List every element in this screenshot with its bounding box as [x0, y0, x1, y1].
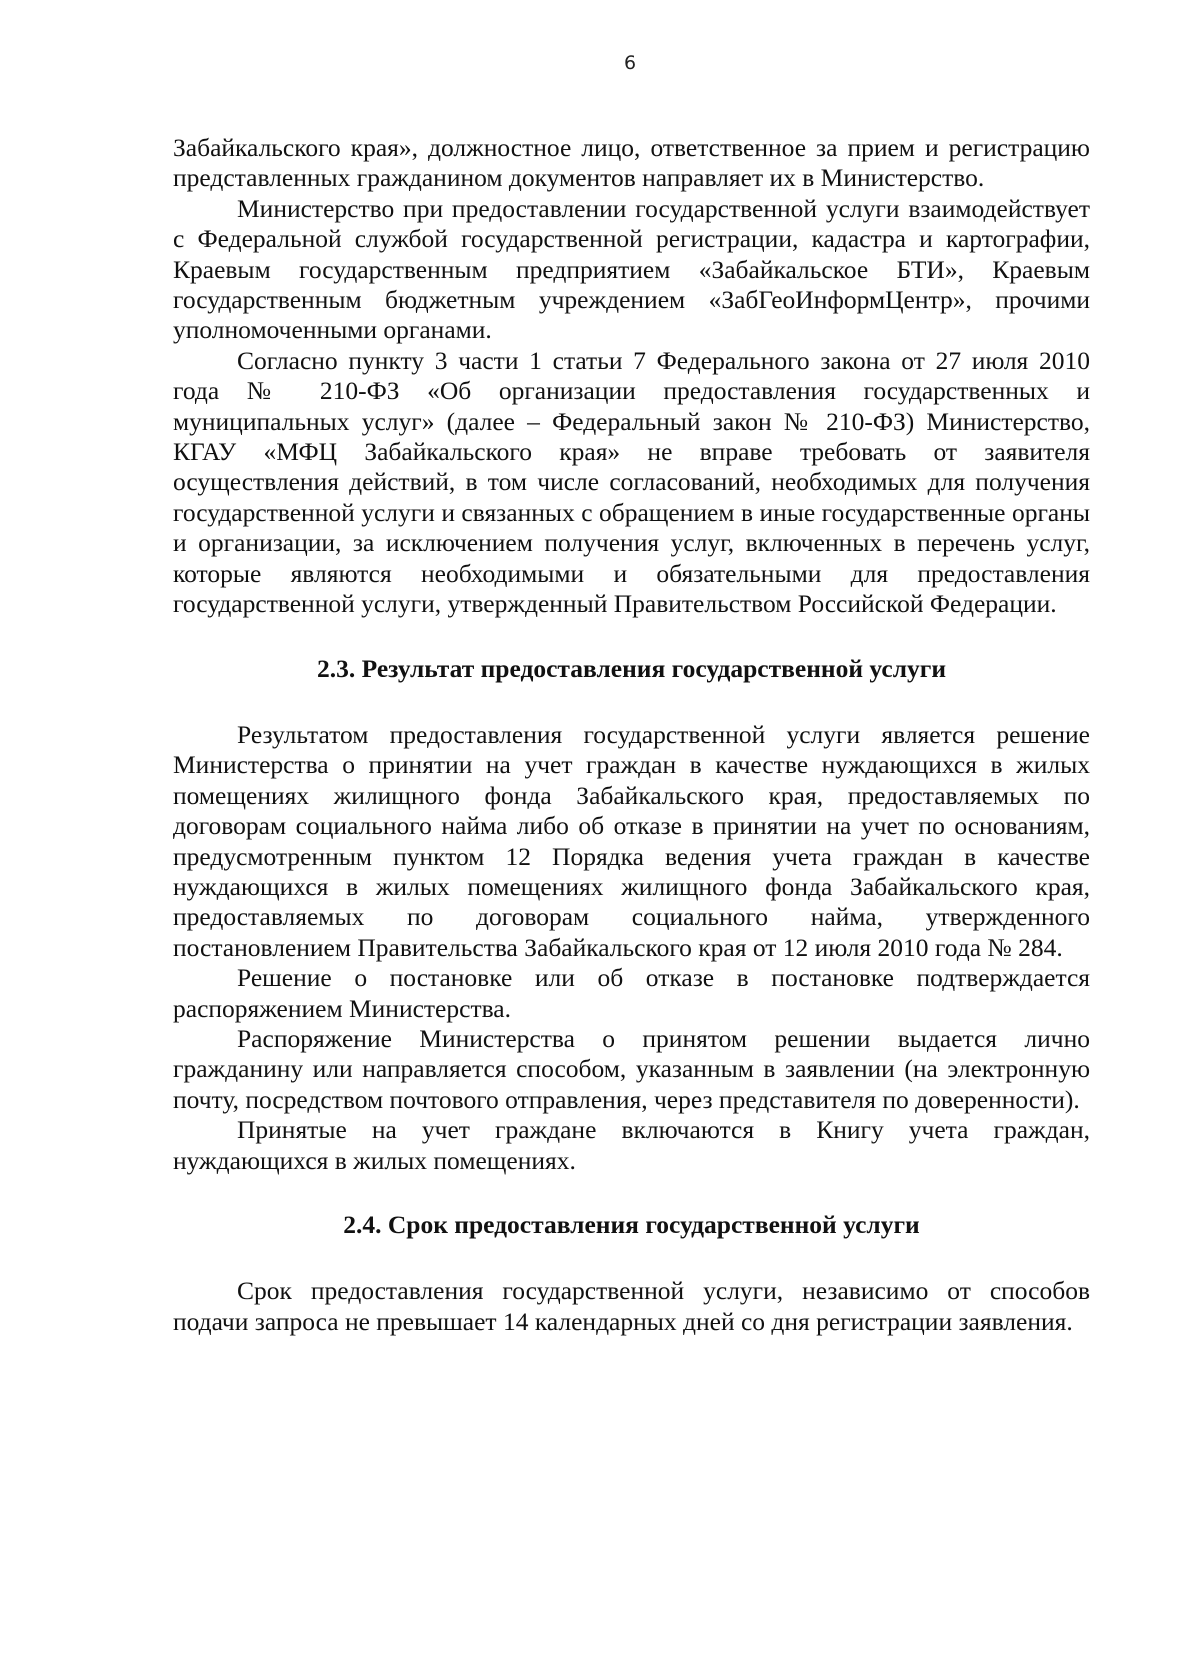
- section-heading-2-3: 2.3. Результат предоставления государственной услуги: [316, 653, 947, 683]
- paragraph-result: Результатом предоставления государственной услуги является решение Министерства о принятии на учет граждан в качестве нуждающихся в жилых помещениях жилищного фонда Забайкальского края, предоставляемых по договорам социального найма либо об отказе в принятии на учет по основаниям, предусмотренным пунктом 12 Порядка ведения учета граждан в качестве нуждающихся в жилых помещениях жилищного фонда Забайкальского края, предоставляемых по договорам социального найма, утвержденного постановлением Правительства Забайкальского края от 12 июля 2010 года № 284.: [173, 719, 1090, 962]
- spacer: [173, 684, 1090, 720]
- document-body: [173, 133, 1090, 1337]
- paragraph-term: Срок предоставления государственной услуги, независимо от способов подачи запроса не превышает 14 календарных дней со дня регистрации заявления.: [173, 1276, 1090, 1336]
- paragraph-continuation: Забайкальского края», должностное лицо, ответственное за прием и регистрацию представленных гражданином документов направляет их в Министерство.: [173, 133, 1090, 193]
- paragraph-order-delivery: Распоряжение Министерства о принятом решении выдается лично гражданину или направляется способом, указанным в заявлении (на электронную почту, посредством почтового отправления, через представителя по доверенности).: [173, 1023, 1090, 1114]
- spacer: [173, 620, 1090, 654]
- paragraph-registry-book: Принятые на учет граждане включаются в Книгу учета граждан, нуждающихся в жилых помещениях.: [173, 1115, 1090, 1175]
- paragraph-law-reference: Согласно пункту 3 части 1 статьи 7 Федерального закона от 27 июля 2010 года № 210-ФЗ «Об организации предоставления государственных и муниципальных услуг» (далее – Федеральный закон № 210-ФЗ) Министерство, КГАУ «МФЦ Забайкальского края» не вправе требовать от заявителя осуществления действий, в том числе согласований, необходимых для получения государственной услуги и связанных с обращением в иные государственные органы и организации, за исключением получения услуг, включенных в перечень услуг, которые являются необходимыми и обязательными для предоставления государственной услуги, утвержденный Правительством Российской Федерации.: [173, 345, 1090, 619]
- spacer: [173, 1176, 1090, 1210]
- section-heading-2-4: 2.4. Срок предоставления государственной услуги: [343, 1210, 920, 1239]
- paragraph-interaction: Министерство при предоставлении государственной услуги взаимодействует с Федеральной службой государственной регистрации, кадастра и картографии, Краевым государственным предприятием «Забайкальское БТИ», Краевым государственным бюджетным учреждением «ЗабГеоИнформЦентр», прочими уполномоченными органами.: [173, 193, 1090, 345]
- spacer: [173, 1240, 1090, 1276]
- page-number: 6: [623, 52, 637, 74]
- paragraph-decision: Решение о постановке или об отказе в постановке подтверждается распоряжением Министерства.: [173, 963, 1090, 1023]
